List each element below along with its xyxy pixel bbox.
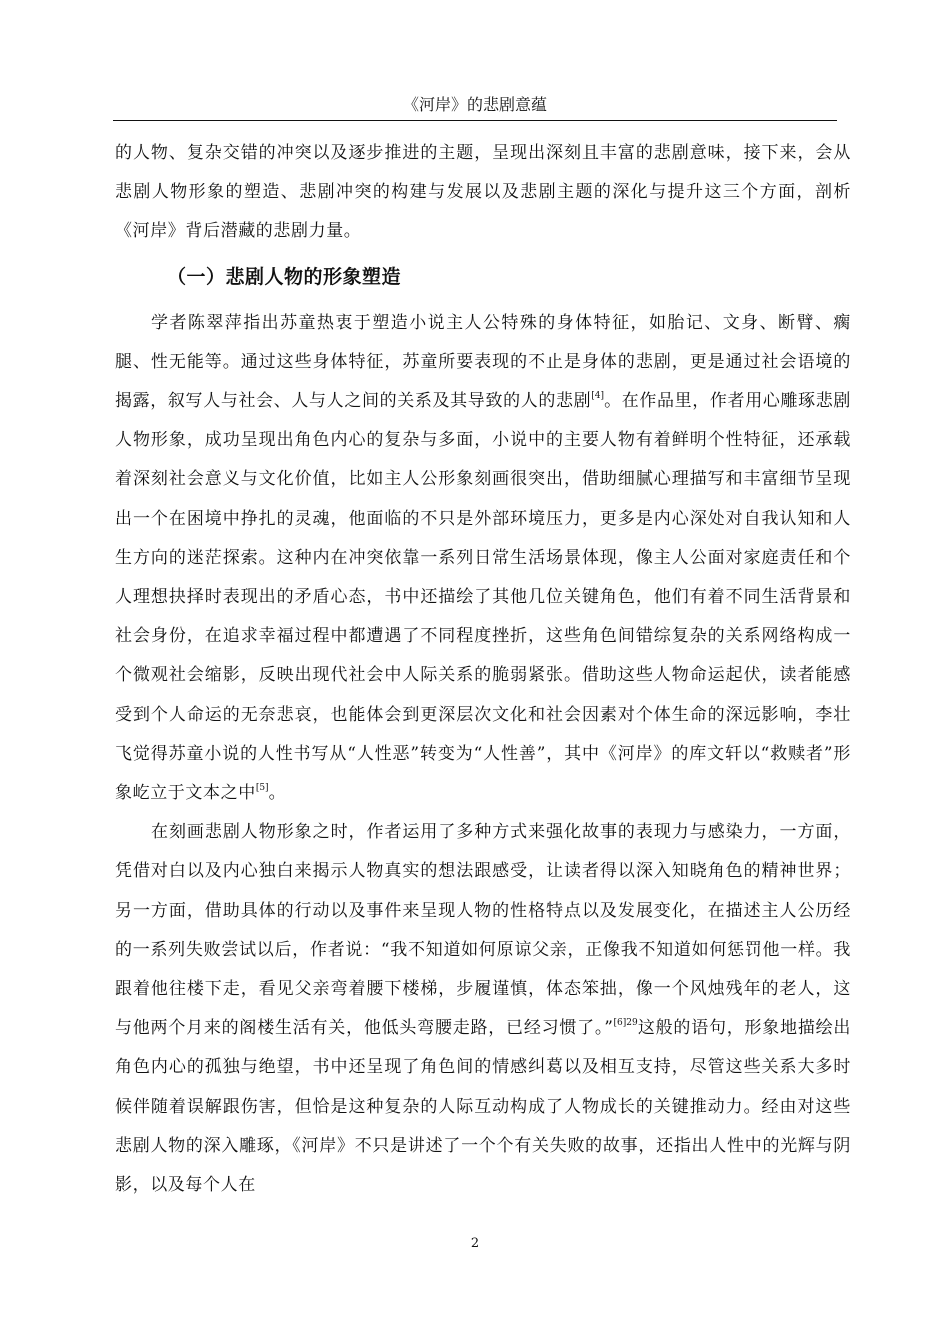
citation-ref-4: [4]	[591, 391, 605, 402]
header-rule	[113, 120, 837, 121]
citation-ref-6: [6]29	[613, 1018, 638, 1029]
paragraph-character-body	[115, 304, 851, 814]
section-heading: （一）悲剧人物的形象塑造	[167, 265, 402, 288]
citation-ref-5: [5]	[255, 783, 269, 794]
page-number: 2	[470, 1236, 480, 1251]
paragraph-characterization-methods	[115, 813, 851, 1205]
paragraph-text: 。	[268, 783, 287, 804]
body-text	[115, 134, 851, 1205]
paragraph-text: 学者陈翠萍指出苏童热衷于塑造小说主人公特殊的身体特征，如胎记、文身、断臂、瘸腿、性无能等。通过这些身体特征，苏童所要表现的不止是身体的悲剧，更是通过社会语境的揭露，叙写人与社会、人与人之间的关系及其导致的人的悲剧	[115, 312, 851, 412]
paragraph-intro: 的人物、复杂交错的冲突以及逐步推进的主题，呈现出深刻且丰富的悲剧意味，接下来，会从悲剧人物形象的塑造、悲剧冲突的构建与发展以及悲剧主题的深化与提升这三个方面，剖析《河岸》背后潜藏的悲剧力量。	[115, 143, 851, 242]
running-header-title: 《河岸》的悲剧意蕴	[402, 95, 547, 114]
paragraph-text: 这般的语句，形象地描绘出角色内心的孤独与绝望，书中还呈现了角色间的情感纠葛以及相互支持，尽管这些关系大多时候伴随着误解跟伤害，但恰是这种复杂的人际互动构成了人物成长的关键推动力。经由对这些悲剧人物的深入雕琢，《河岸》不只是讲述了一个个有关失败的故事，还指出人性中的光辉与阴影，以及每个人在	[115, 1018, 852, 1196]
paragraph-text: 。在作品里，作者用心雕琢悲剧人物形象，成功呈现出角色内心的复杂与多面，小说中的主要人物有着鲜明个性特征，还承载着深刻社会意义与文化价值，比如主人公形象刻画很突出，借助细腻心理描写和丰富细节呈现出一个在困境中挣扎的灵魂，他面临的不只是外部环境压力，更多是内心深处对自我认知和人生方向的迷茫探索。这种内在冲突依靠一系列日常生活场景体现，像主人公面对家庭责任和个人理想抉择时表现出的矛盾心态，书中还描绘了其他几位关键角色，他们有着不同生活背景和社会身份，在追求幸福过程中都遭遇了不同程度挫折，这些角色间错综复杂的关系网络构成一个微观社会缩影，反映出现代社会中人际关系的脆弱紧张。借助这些人物命运起伏，读者能感受到个人命运的无奈悲哀，也能体会到更深层次文化和社会因素对个体生命的深远影响，李壮飞觉得苏童小说的人性书写从“人性恶”转变为“人性善”，其中《河岸》的库文轩以“救赎者”形象屹立于文本之中	[115, 391, 851, 804]
paragraph-text: 在刻画悲剧人物形象之时，作者运用了多种方式来强化故事的表现力与感染力，一方面，凭借对白以及内心独白来揭示人物真实的想法跟感受，让读者得以深入知晓角色的精神世界；另一方面，借助具体的行动以及事件来呈现人物的性格特点以及发展变化，在描述主人公历经的一系列失败尝试以后，作者说：“我不知道如何原谅父亲，正像我不知道如何惩罚他一样。我跟着他往楼下走，看见父亲弯着腰下楼梯，步履谨慎，体态笨拙，像一个风烛残年的老人，这与他两个月来的阁楼生活有关，他低头弯腰走路，已经习惯了。”	[115, 822, 851, 1039]
